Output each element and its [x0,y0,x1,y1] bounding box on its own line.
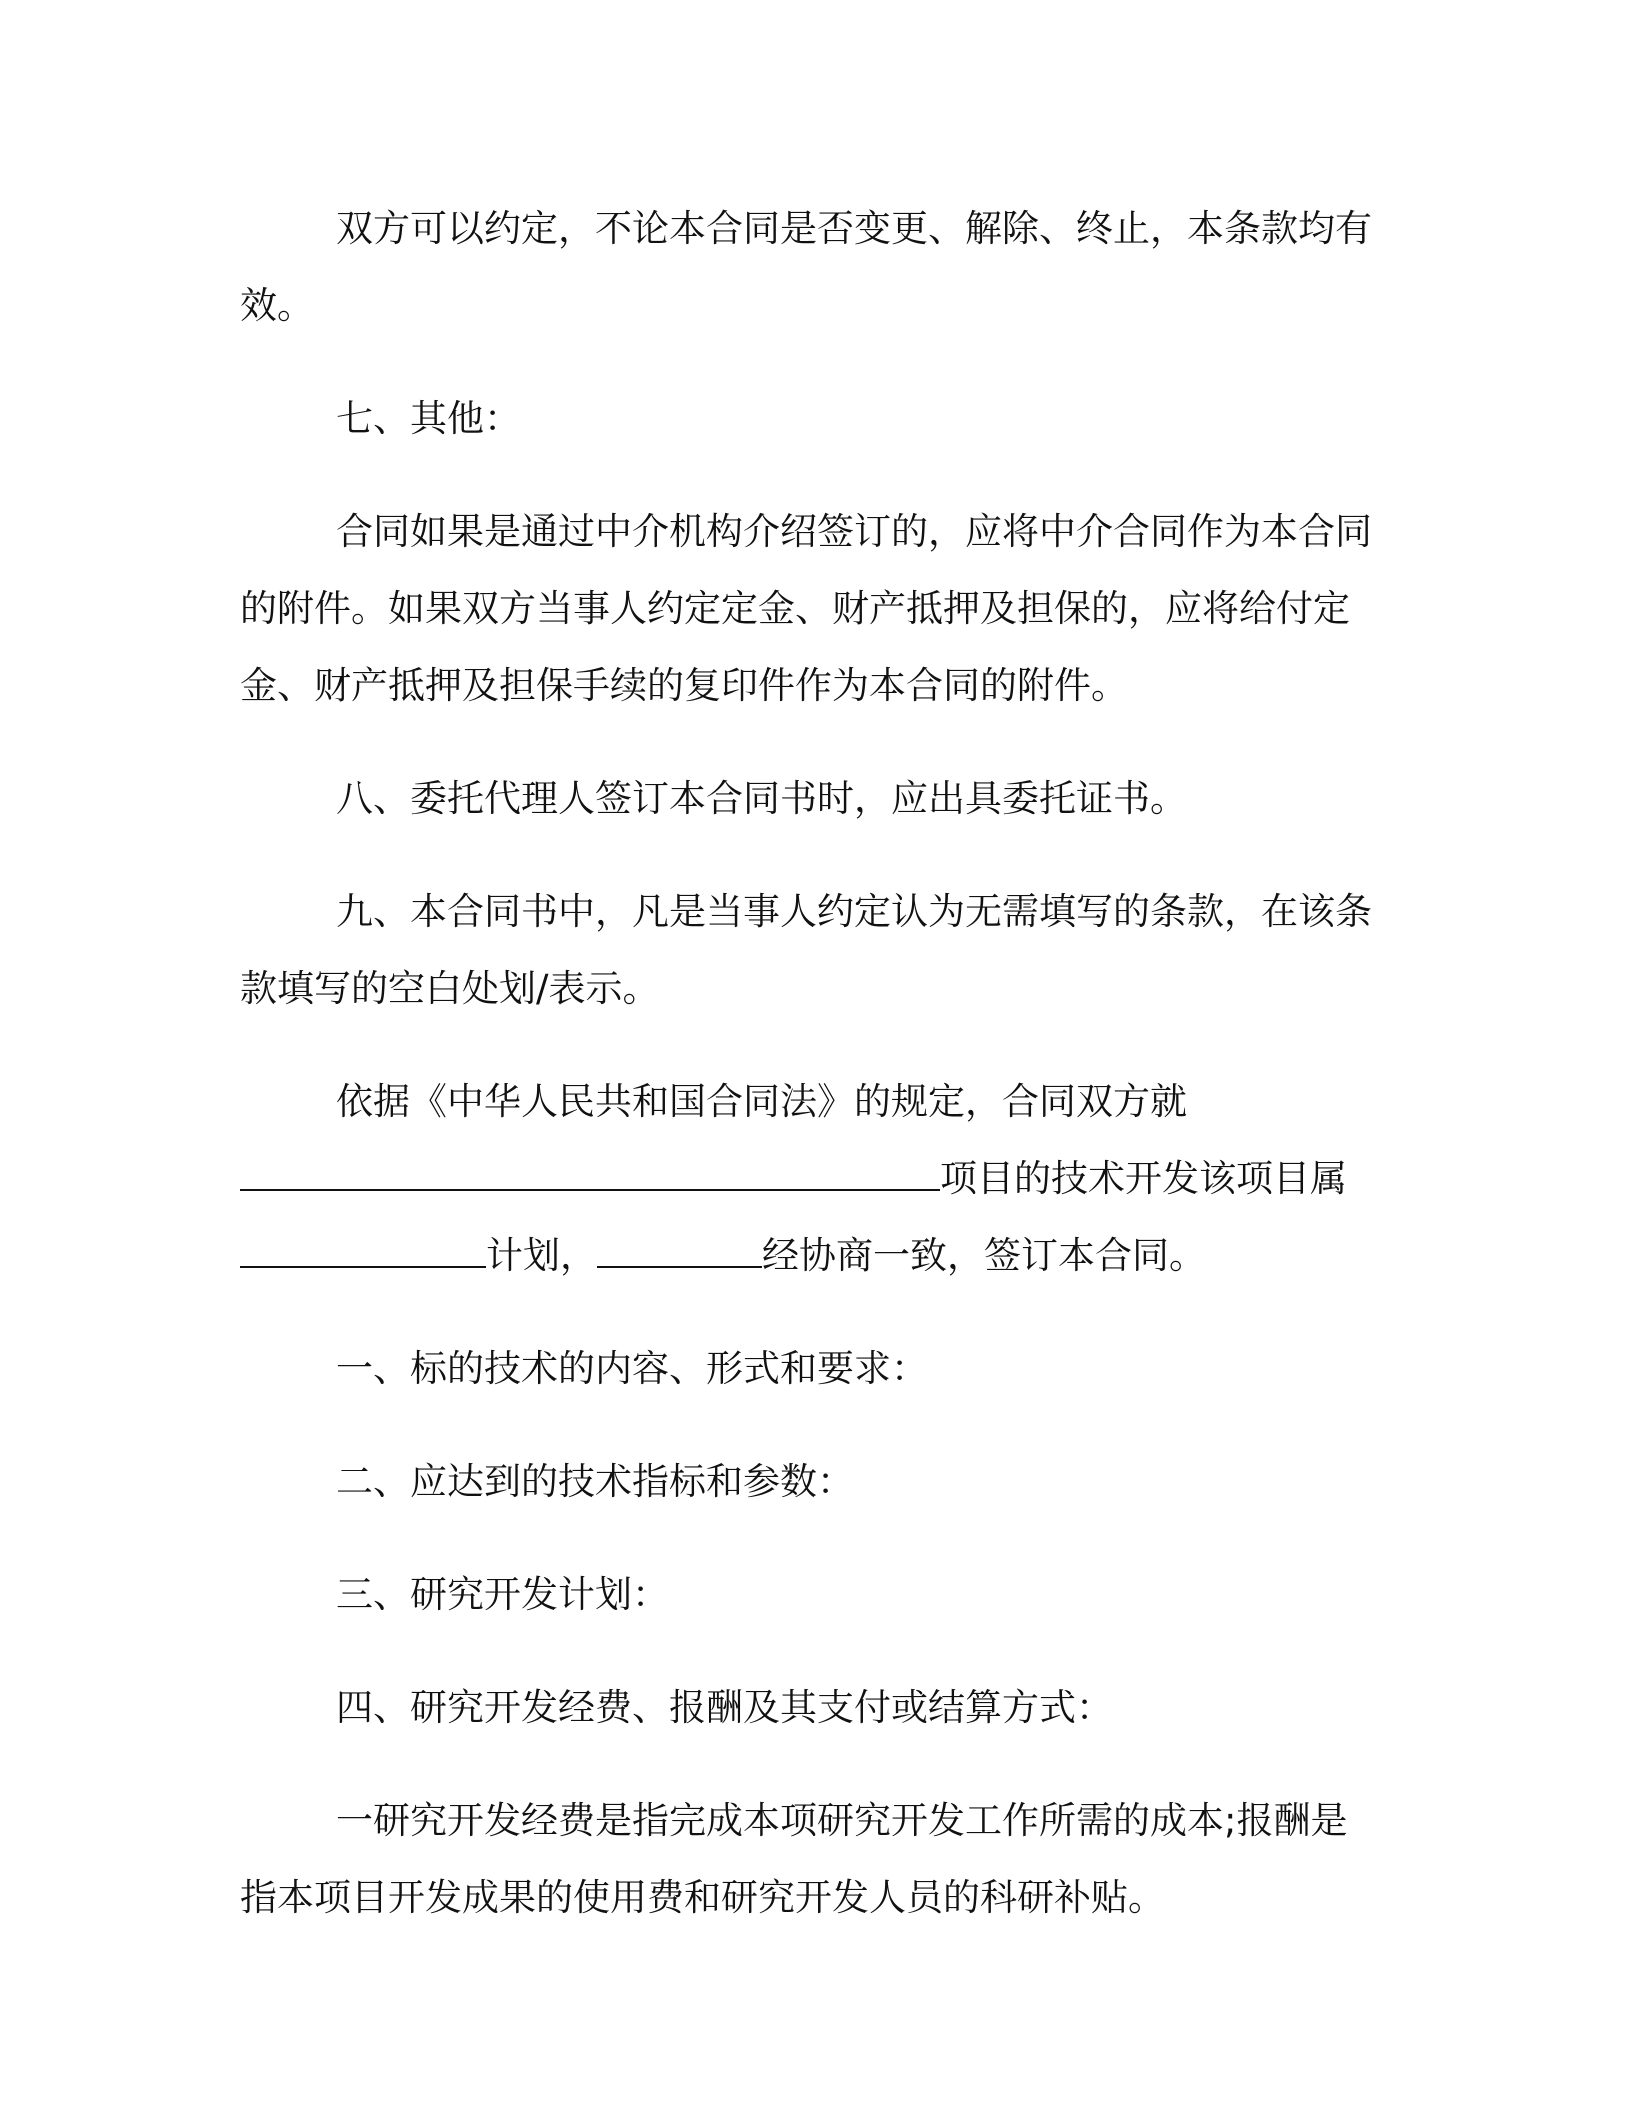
project-name-blank[interactable] [240,1159,940,1191]
party-name-blank[interactable] [597,1236,762,1268]
section-heading-funding-payment: 四、研究开发经费、报酬及其支付或结算方式： [336,1686,1113,1729]
section-heading-agent: 八、委托代理人签订本合同书时，应出具委托证书。 [336,777,1187,820]
section-heading-rd-plan: 三、研究开发计划： [336,1573,669,1616]
section-heading-technical-indicators: 二、应达到的技术指标和参数： [336,1460,854,1503]
paragraph-intermediary-attachment: 合同如果是通过中介机构介绍签订的，应将中介合同作为本合同的附件。如果双方当事人约定定金、财产抵押及担保的，应将给付定金、财产抵押及担保手续的复印件作为本合同的附件。 [240,510,1372,707]
plan-name-blank[interactable] [240,1236,486,1268]
paragraph-funding-definition: 一研究开发经费是指完成本项研究开发工作所需的成本;报酬是指本项目开发成果的使用费和研究开发人员的科研补贴。 [240,1799,1348,1919]
document-page [240,190,1380,1936]
paragraph-agreement-validity: 双方可以约定，不论本合同是否变更、解除、终止，本条款均有效。 [240,207,1372,327]
contract-basis-agreement-text: 经协商一致，签订本合同。 [762,1234,1206,1277]
paragraph-contract-basis [240,1063,1380,1294]
section-heading-other: 七、其他： [336,397,521,440]
contract-basis-line-2 [240,1140,1380,1217]
contract-basis-plan-text: 计划， [486,1234,597,1277]
contract-basis-line-1: 依据《中华人民共和国合同法》的规定，合同双方就 [336,1080,1187,1123]
contract-basis-line-3 [240,1217,1380,1294]
section-heading-subject-technology: 一、标的技术的内容、形式和要求： [336,1347,928,1390]
section-heading-blank-clauses: 九、本合同书中，凡是当事人约定认为无需填写的条款，在该条款填写的空白处划/表示。 [240,890,1372,1010]
contract-basis-project-text: 项目的技术开发该项目属 [940,1157,1347,1200]
